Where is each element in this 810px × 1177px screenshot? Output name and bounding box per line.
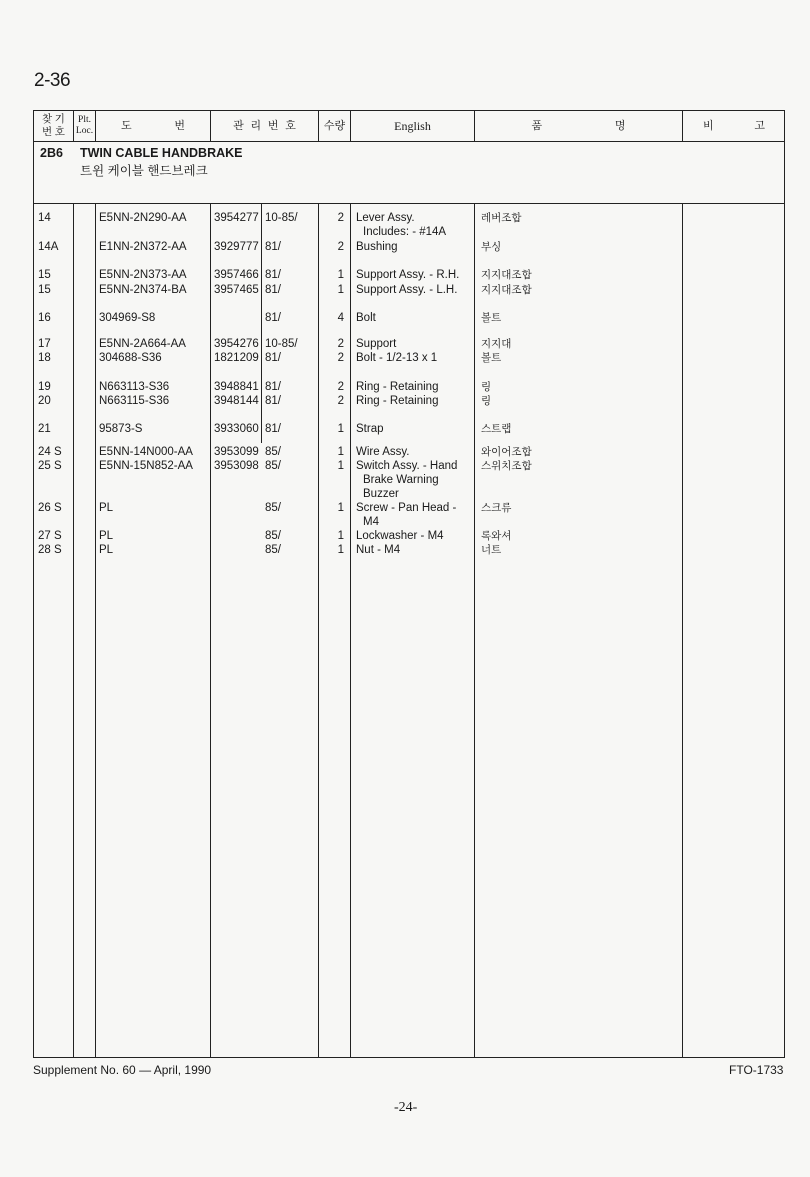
- english-description: [356, 394, 438, 408]
- korean-name: 너트: [481, 544, 502, 556]
- quantity: 2: [337, 352, 344, 364]
- serial-range: 10-85/: [265, 338, 298, 350]
- english-description: [356, 543, 400, 557]
- header-ref: 찾 기 번 호: [42, 114, 65, 138]
- header-plt-loc: Plt. Loc.: [75, 115, 94, 136]
- col-divider-mgmt-body: [261, 203, 262, 443]
- korean-name: 스위치조합: [481, 460, 532, 472]
- header-part-no: 도 번: [120, 119, 185, 132]
- serial-range: 81/: [265, 284, 281, 296]
- description-line: Ring - Retaining: [356, 381, 439, 393]
- ref-number: 19: [38, 381, 51, 393]
- col-divider-english-body: [474, 203, 475, 1058]
- header-divider: [33, 141, 785, 142]
- ref-number: 26 S: [38, 502, 62, 514]
- serial-range: 85/: [265, 460, 281, 472]
- english-description: [356, 283, 457, 297]
- header-english: English: [394, 118, 431, 133]
- header-remarks: 비 고: [702, 119, 765, 132]
- management-number: 3948144: [214, 395, 259, 407]
- quantity: 1: [337, 544, 344, 556]
- description-line: Screw - Pan Head -: [356, 502, 457, 514]
- management-number: 3957466: [214, 269, 259, 281]
- serial-range: 81/: [265, 381, 281, 393]
- description-line: Ring - Retaining: [356, 395, 439, 407]
- part-number: 304969-S8: [99, 312, 156, 324]
- english-description: [356, 445, 409, 459]
- part-number: E5NN-2N373-AA: [99, 269, 187, 281]
- part-number: E5NN-14N000-AA: [99, 446, 193, 458]
- quantity: 1: [337, 423, 344, 435]
- description-line: Includes: - #14A: [363, 226, 447, 238]
- ref-number: 24 S: [38, 446, 62, 458]
- korean-name: 레버조합: [481, 212, 522, 224]
- quantity: 1: [337, 446, 344, 458]
- management-number: 3948841: [214, 381, 259, 393]
- description-line: Lever Assy.: [356, 212, 415, 224]
- description-line: Support Assy. - R.H.: [356, 269, 460, 281]
- korean-name: 록와셔: [481, 530, 512, 542]
- serial-range: 85/: [265, 502, 281, 514]
- description-line: Brake Warning: [363, 474, 439, 486]
- serial-range: 81/: [265, 395, 281, 407]
- quantity: 1: [337, 269, 344, 281]
- part-number: PL: [99, 544, 114, 556]
- ref-number: 28 S: [38, 544, 62, 556]
- korean-name: 스트랩: [481, 423, 512, 435]
- part-number: PL: [99, 502, 114, 514]
- quantity: 4: [337, 312, 344, 324]
- description-line: Strap: [356, 423, 384, 435]
- part-number: 304688-S36: [99, 352, 162, 364]
- description-line: Bolt: [356, 312, 376, 324]
- section-divider: [33, 203, 785, 204]
- quantity: 2: [337, 381, 344, 393]
- supplement-note: Supplement No. 60 — April, 1990: [33, 1063, 212, 1077]
- part-number: E1NN-2N372-AA: [99, 241, 187, 253]
- page-label: 2-36: [34, 70, 71, 91]
- serial-range: 81/: [265, 352, 281, 364]
- management-number: 3933060: [214, 423, 259, 435]
- korean-name: 지지대: [481, 338, 512, 350]
- description-line: Support: [356, 338, 397, 350]
- korean-name: 와이어조합: [481, 446, 532, 458]
- col-divider-korean-body: [682, 203, 683, 1058]
- col-divider-plt-body: [95, 203, 96, 1058]
- management-number: 3953098: [214, 460, 259, 472]
- description-line: Support Assy. - L.H.: [356, 284, 458, 296]
- header-mgmt-no: 관 리 번 호: [233, 119, 296, 132]
- english-description: [356, 268, 459, 282]
- header-korean: 품 명: [531, 119, 626, 132]
- korean-name: 지지대조합: [481, 269, 532, 281]
- serial-range: 81/: [265, 241, 281, 253]
- part-number: N663113-S36: [99, 381, 170, 393]
- management-number: 3954276: [214, 338, 259, 350]
- serial-range: 85/: [265, 530, 281, 542]
- korean-name: 지지대조합: [481, 284, 532, 296]
- ref-number: 25 S: [38, 460, 62, 472]
- header-qty: 수량: [323, 119, 346, 132]
- quantity: 2: [337, 395, 344, 407]
- english-description: [356, 459, 457, 501]
- management-number: 3953099: [214, 446, 259, 458]
- management-number: 3929777: [214, 241, 259, 253]
- management-number: 3957465: [214, 284, 259, 296]
- korean-name: 볼트: [481, 312, 502, 324]
- col-divider-qty-body: [350, 203, 351, 1058]
- part-number: PL: [99, 530, 114, 542]
- korean-name: 볼트: [481, 352, 502, 364]
- description-line: Lockwasher - M4: [356, 530, 444, 542]
- description-line: Bolt - 1/2-13 x 1: [356, 352, 438, 364]
- ref-number: 17: [38, 338, 51, 350]
- quantity: 1: [337, 530, 344, 542]
- part-number: E5NN-15N852-AA: [99, 460, 193, 472]
- quantity: 2: [337, 241, 344, 253]
- quantity: 1: [337, 502, 344, 514]
- english-description: [356, 529, 444, 543]
- section-code: 2B6: [40, 146, 63, 160]
- serial-range: 81/: [265, 312, 281, 324]
- serial-range: 85/: [265, 544, 281, 556]
- english-description: [356, 211, 446, 239]
- ref-number: 16: [38, 312, 51, 324]
- serial-range: 81/: [265, 269, 281, 281]
- part-number: 95873-S: [99, 423, 143, 435]
- ref-number: 14A: [38, 241, 59, 253]
- col-divider-mgmt-body-2: [318, 203, 319, 1058]
- management-number: 1821209: [214, 352, 259, 364]
- serial-range: 81/: [265, 423, 281, 435]
- description-line: Bushing: [356, 241, 398, 253]
- description-line: Switch Assy. - Hand: [356, 460, 458, 472]
- section-title: TWIN CABLE HANDBRAKE: [80, 146, 243, 160]
- ref-number: 15: [38, 284, 51, 296]
- ref-number: 18: [38, 352, 51, 364]
- english-description: [356, 240, 398, 254]
- description-line: Nut - M4: [356, 544, 401, 556]
- english-description: [356, 311, 376, 325]
- korean-name: 부싱: [481, 241, 502, 253]
- part-number: N663115-S36: [99, 395, 170, 407]
- ref-number: 15: [38, 269, 51, 281]
- korean-name: 스크류: [481, 502, 512, 514]
- english-description: [356, 422, 384, 436]
- quantity: 2: [337, 338, 344, 350]
- description-line: Buzzer: [363, 488, 399, 500]
- ref-number: 21: [38, 423, 51, 435]
- part-number: E5NN-2N290-AA: [99, 212, 187, 224]
- page-number: -24-: [394, 1100, 418, 1115]
- quantity: 1: [337, 460, 344, 472]
- english-description: [356, 351, 437, 365]
- korean-name: 링: [481, 395, 492, 407]
- serial-range: 10-85/: [265, 212, 298, 224]
- quantity: 2: [337, 212, 344, 224]
- english-description: [356, 337, 396, 351]
- form-number: FTO-1733: [729, 1063, 784, 1077]
- description-line: M4: [363, 516, 379, 528]
- korean-name: 링: [481, 381, 492, 393]
- english-description: [356, 501, 456, 529]
- col-divider-partno-body: [210, 203, 211, 1058]
- description-line: Wire Assy.: [356, 446, 410, 458]
- english-description: [356, 380, 438, 394]
- ref-number: 14: [38, 212, 51, 224]
- col-divider-ref-body: [73, 203, 74, 1058]
- serial-range: 85/: [265, 446, 281, 458]
- part-number: E5NN-2A664-AA: [99, 338, 186, 350]
- quantity: 1: [337, 284, 344, 296]
- section-title-korean: 트윈 케이블 핸드브레크: [80, 164, 208, 178]
- part-number: E5NN-2N374-BA: [99, 284, 187, 296]
- ref-number: 27 S: [38, 530, 62, 542]
- management-number: 3954277: [214, 212, 259, 224]
- ref-number: 20: [38, 395, 51, 407]
